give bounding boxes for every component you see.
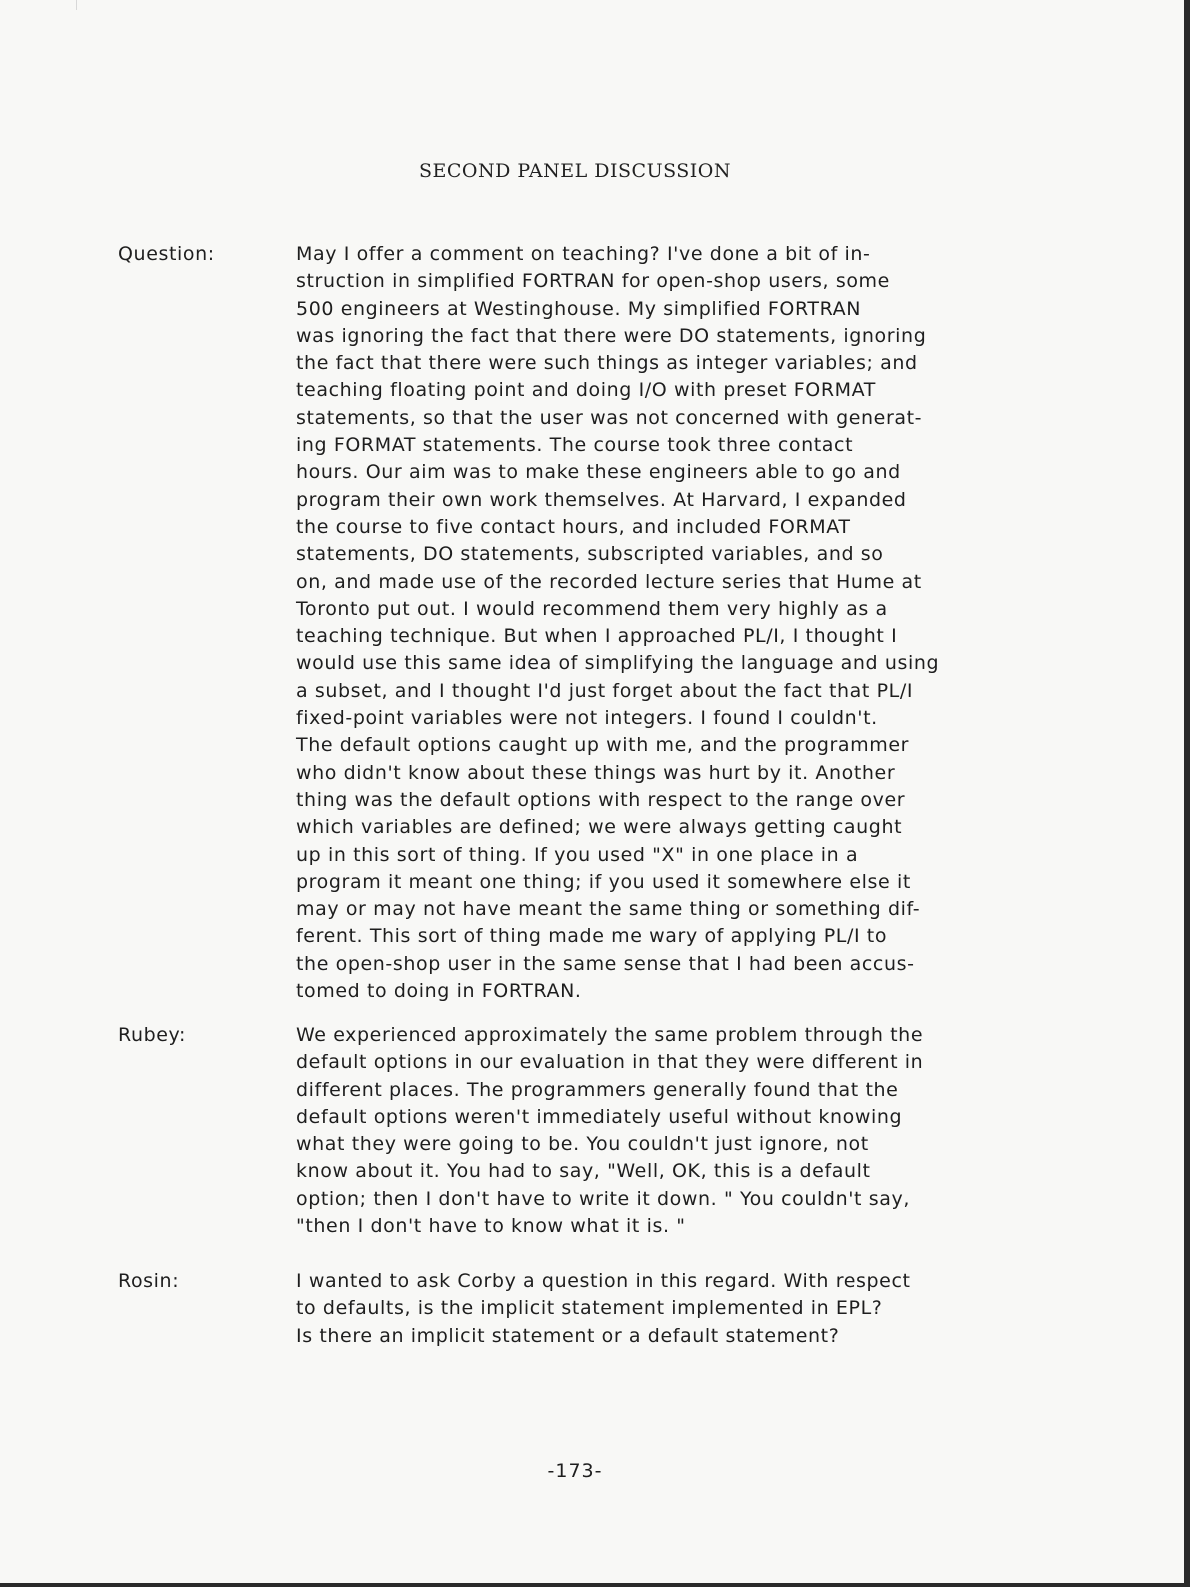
- text-line: would use this same idea of simplifying the language and using: [296, 652, 940, 675]
- text-line: option; then I don't have to write it down. " You couldn't say,: [296, 1187, 910, 1210]
- speaker-label: Question:: [118, 243, 215, 265]
- text-line: program their own work themselves. At Harvard, I expanded: [296, 488, 907, 511]
- text-line: the course to five contact hours, and included FORMAT: [296, 515, 851, 538]
- entry-text: [296, 241, 1066, 1005]
- text-line: the fact that there were such things as integer variables; and: [296, 352, 918, 375]
- text-line: May I offer a comment on teaching? I've done a bit of in-: [296, 243, 871, 265]
- text-line: was ignoring the fact that there were DO statements, ignoring: [296, 324, 927, 347]
- text-line: ing FORMAT statements. The course took three contact: [296, 434, 854, 457]
- text-line: on, and made use of the recorded lecture series that Hume at: [296, 570, 922, 593]
- text-line: statements, DO statements, subscripted variables, and so: [296, 543, 884, 566]
- text-line: Is there an implicit statement or a default statement?: [296, 1324, 840, 1347]
- text-line: default options in our evaluation in that they were different in: [296, 1051, 924, 1074]
- text-line: teaching technique. But when I approached PL/I, I thought I: [296, 625, 898, 648]
- text-line: the open-shop user in the same sense that I had been accus-: [296, 952, 915, 975]
- scan-border-bottom: [0, 1583, 1190, 1587]
- text-line: up in this sort of thing. If you used "X" in one place in a: [296, 843, 859, 866]
- page-edge-mark: [76, 0, 77, 10]
- text-line: 500 engineers at Westinghouse. My simplified FORTRAN: [296, 297, 862, 320]
- speaker-label: Rosin:: [118, 1270, 180, 1292]
- text-line: to defaults, is the implicit statement implemented in EPL?: [296, 1297, 883, 1320]
- text-line: statements, so that the user was not concerned with generat-: [296, 406, 923, 429]
- text-line: We experienced approximately the same problem through the: [296, 1024, 924, 1046]
- text-line: hours. Our aim was to make these engineers able to go and: [296, 461, 901, 484]
- text-line: which variables are defined; we were always getting caught: [296, 816, 903, 839]
- text-line: program it meant one thing; if you used it somewhere else it: [296, 870, 911, 893]
- text-line: ferent. This sort of thing made me wary of applying PL/I to: [296, 925, 888, 948]
- text-line: default options weren't immediately useful without knowing: [296, 1105, 903, 1128]
- page-number: -173-: [547, 1460, 603, 1482]
- text-line: different places. The programmers generally found that the: [296, 1078, 899, 1101]
- text-line: a subset, and I thought I'd just forget about the fact that PL/I: [296, 679, 914, 702]
- text-line: "then I don't have to know what it is. ": [296, 1215, 686, 1238]
- page-title: SECOND PANEL DISCUSSION: [418, 160, 732, 182]
- scan-border-right: [1184, 0, 1190, 1587]
- text-line: teaching floating point and doing I/O with preset FORMAT: [296, 379, 876, 402]
- speaker-label: Rubey:: [118, 1024, 187, 1046]
- text-line: The default options caught up with me, and the programmer: [296, 734, 910, 757]
- text-line: may or may not have meant the same thing or something dif-: [296, 898, 921, 921]
- entry-text: [296, 1268, 1066, 1350]
- text-line: fixed-point variables were not integers. I found I couldn't.: [296, 707, 878, 730]
- text-line: know about it. You had to say, "Well, OK, this is a default: [296, 1160, 871, 1183]
- text-line: what they were going to be. You couldn't just ignore, not: [296, 1133, 869, 1156]
- text-line: struction in simplified FORTRAN for open-shop users, some: [296, 270, 890, 293]
- text-line: who didn't know about these things was hurt by it. Another: [296, 761, 896, 784]
- text-line: Toronto put out. I would recommend them very highly as a: [296, 597, 888, 620]
- text-line: I wanted to ask Corby a question in this regard. With respect: [296, 1270, 911, 1292]
- entry-text: [296, 1022, 1066, 1240]
- text-line: thing was the default options with respect to the range over: [296, 788, 906, 811]
- text-line: tomed to doing in FORTRAN.: [296, 980, 582, 1003]
